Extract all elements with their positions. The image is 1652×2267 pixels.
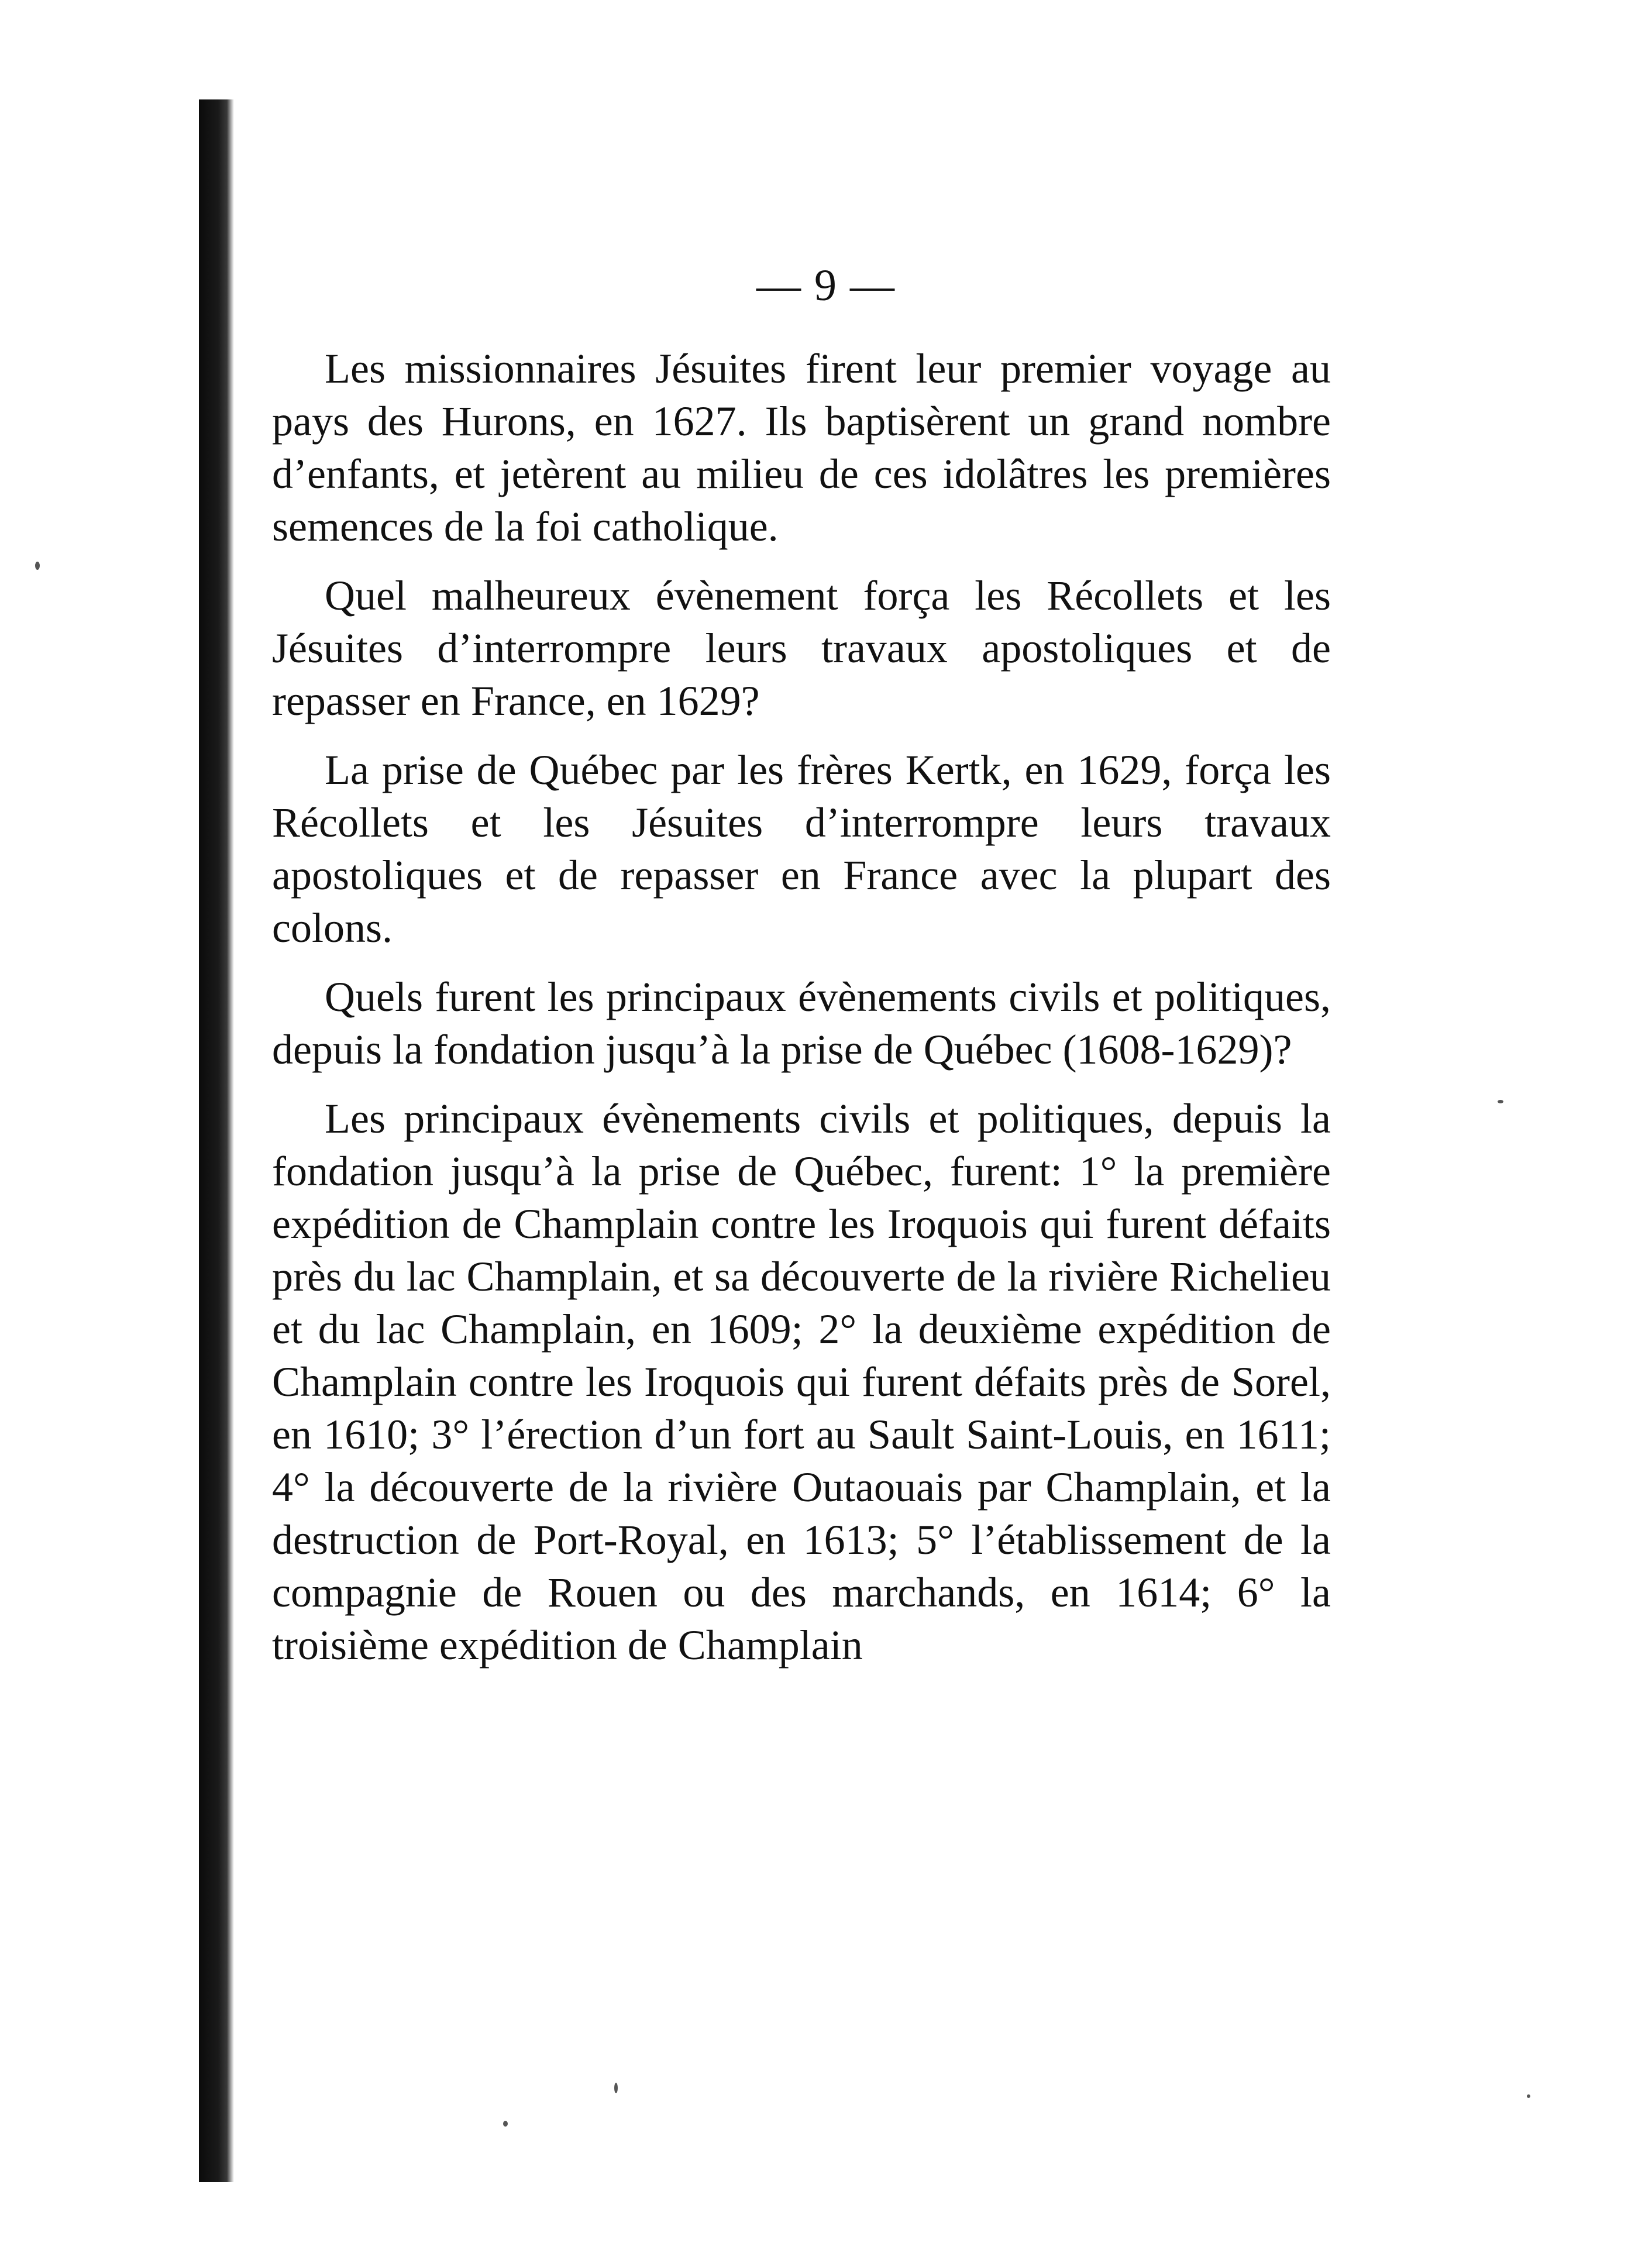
page-text bbox=[272, 342, 1331, 1688]
paragraph-1: Les missionnaires Jésuites firent leur premier voyage au pays des Hurons, en 1627. Ils baptisèrent un grand nombre d’enfants, et jetèrent au milieu de ces idolâtres les premières semences de la foi catholique. bbox=[272, 345, 1331, 550]
page-number: — 9 — bbox=[756, 261, 896, 310]
question-1: Quel malheureux évènement força les Récollets et les Jésuites d’interrompre leurs travaux apostoliques et de repasser en France, en 1629? bbox=[272, 572, 1331, 724]
answer-1: La prise de Québec par les frères Kertk, en 1629, força les Récollets et les Jésuites d’interrompre leurs travaux apostoliques et de repasser en France avec la plupart des colons. bbox=[272, 747, 1331, 951]
scan-speck bbox=[35, 562, 40, 570]
question-2: Quels furent les principaux évènements civils et politiques, depuis la fondation jusqu’à la prise de Québec (1608-1629)? bbox=[272, 973, 1331, 1073]
scan-speck bbox=[1498, 1100, 1503, 1103]
book-binding-edge bbox=[199, 99, 234, 2182]
scan-speck bbox=[614, 2083, 618, 2093]
answer-2: Les principaux évènements civils et politiques, depuis la fondation jusqu’à la prise de Québec, furent: 1° la première expédition de Champlain contre les Iroquois qui furent défaits près du lac Champlain, et sa découverte de la rivière Richelieu et du lac Champlain, en 1609; 2° la deuxième expédition de Champlain contre les Iroquois qui furent défaits près de Sorel, en 1610; 3° l’érection d’un fort au Sault Saint-Louis, en 1611; 4° la découverte de la rivière Outaouais par Champlain, et la destruction de Port-Royal, en 1613; 5° l’établissement de la compagnie de Rouen ou des marchands, en 1614; 6° la troisième expédition de Champlain bbox=[272, 1095, 1331, 1669]
scan-speck bbox=[1527, 2094, 1530, 2098]
scan-speck bbox=[503, 2121, 508, 2127]
